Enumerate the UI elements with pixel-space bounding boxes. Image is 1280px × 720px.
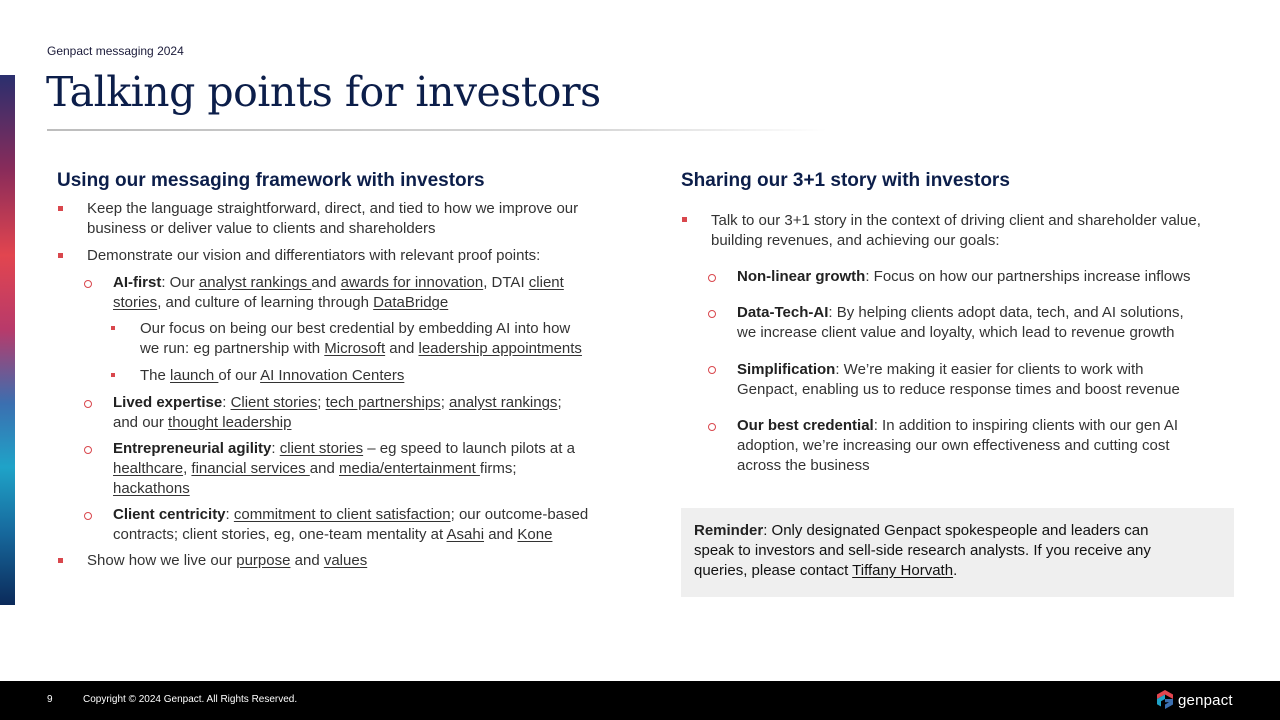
footer-bar	[0, 681, 1280, 720]
genpact-logo	[1156, 689, 1233, 711]
simplification-item: Simplification: We’re making it easier for clients to work with Genpact, enabling us to reduce response times and boost revenue	[737, 361, 1180, 398]
ai-sub-embedding: Our focus on being our best credential by embedding AI into how we run: eg partnership with Microsoft and leadership appointments	[140, 320, 582, 357]
awards-link[interactable]: awards for innovation	[340, 274, 484, 291]
circle-bullet-marker	[84, 446, 92, 454]
title-divider	[47, 129, 827, 131]
circle-bullet-marker	[708, 274, 716, 282]
client-stories-link[interactable]: client	[528, 274, 564, 291]
bullet-language: Keep the language straightforward, direct, and tied to how we improve our business or deliver value to clients and shareholders	[87, 200, 579, 237]
entrepreneurial-agility-item: Entrepreneurial agility: client stories – eg speed to launch pilots at a healthcare, financial services and media/entertainment firms; hackathons	[113, 440, 575, 497]
best-credential-item: Our best credential: In addition to inspiring clients with our gen AI adoption, we’re increasing our own effectiveness and cutting cost across the business	[737, 417, 1179, 474]
story-intro: Talk to our 3+1 story in the context of driving client and shareholder value, building revenues, and achieving our goals:	[711, 212, 1201, 249]
lived-expertise-item: Lived expertise: Client stories; tech partnerships; analyst rankings; and our thought leadership	[113, 394, 562, 431]
non-linear-growth-item: Non-linear growth: Focus on how our partnerships increase inflows	[737, 268, 1191, 285]
thought-leadership-link[interactable]: thought leadership	[168, 414, 292, 431]
page-title: Talking points for investors	[46, 68, 601, 116]
genpact-logo-icon	[1156, 689, 1174, 711]
data-tech-ai-item: Data-Tech-AI: By helping clients adopt data, tech, and AI solutions, we increase client value and loyalty, which lead to revenue growth	[737, 304, 1184, 341]
purpose-link[interactable]: purpose	[236, 552, 291, 569]
client-stories-link[interactable]: client stories	[279, 440, 364, 457]
bullet-marker	[682, 217, 687, 222]
ai-first-item: AI-first: Our analyst rankings and awards for innovation, DTAI client stories, and culture of learning through DataBridge	[113, 274, 564, 311]
left-column-heading: Using our messaging framework with investors	[57, 170, 485, 191]
sub-bullet-marker	[111, 373, 115, 377]
bullet-marker	[58, 206, 63, 211]
bullet-marker	[58, 253, 63, 258]
microsoft-link[interactable]: Microsoft	[324, 340, 386, 357]
tech-partnerships-link[interactable]: tech partnerships	[325, 394, 441, 411]
reminder-text: Reminder: Only designated Genpact spokespeople and leaders can speak to investors and sell-side research analysts. If you receive any queries, please contact Tiffany Horvath.	[694, 522, 1151, 579]
media-entertainment-link[interactable]: media/entertainment	[339, 460, 480, 477]
page-number: 9	[47, 694, 53, 705]
analyst-rankings-link[interactable]: analyst rankings	[449, 394, 558, 411]
values-link[interactable]: values	[323, 552, 368, 569]
bullet-vision: Demonstrate our vision and differentiators with relevant proof points:	[87, 247, 541, 264]
databridge-link[interactable]: DataBridge	[373, 294, 449, 311]
client-centricity-item: Client centricity: commitment to client satisfaction; our outcome-based contracts; client stories, eg, one-team mentality at Asahi and Kone	[113, 506, 589, 543]
circle-bullet-marker	[708, 423, 716, 431]
healthcare-link[interactable]: healthcare	[113, 460, 184, 477]
leadership-appointments-link[interactable]: leadership appointments	[418, 340, 582, 357]
analyst-rankings-link[interactable]: analyst rankings	[198, 274, 312, 291]
kone-link[interactable]: Kone	[517, 526, 553, 543]
client-stories-link-cont[interactable]: stories	[113, 294, 158, 311]
bullet-purpose: Show how we live our purpose and values	[87, 552, 368, 569]
hackathons-link[interactable]: hackathons	[113, 480, 190, 497]
client-stories-link[interactable]: Client stories	[230, 394, 318, 411]
reminder-box	[681, 508, 1234, 597]
circle-bullet-marker	[84, 400, 92, 408]
launch-link[interactable]: launch	[170, 367, 219, 384]
right-column-heading: Sharing our 3+1 story with investors	[681, 170, 1010, 191]
asahi-link[interactable]: Asahi	[446, 526, 485, 543]
logo-wordmark: genpact	[1178, 691, 1233, 709]
circle-bullet-marker	[84, 512, 92, 520]
ai-sub-centers: The launch of our AI Innovation Centers	[140, 367, 405, 384]
sub-bullet-marker	[111, 326, 115, 330]
circle-bullet-marker	[708, 310, 716, 318]
left-accent-bar	[0, 75, 15, 605]
eyebrow-label: Genpact messaging 2024	[47, 44, 184, 58]
ai-innovation-centers-link[interactable]: AI Innovation Centers	[260, 367, 405, 384]
circle-bullet-marker	[708, 366, 716, 374]
copyright-text: Copyright © 2024 Genpact. All Rights Reserved.	[83, 694, 298, 705]
bullet-marker	[58, 558, 63, 563]
circle-bullet-marker	[84, 280, 92, 288]
client-satisfaction-link[interactable]: commitment to client satisfaction	[233, 506, 451, 523]
financial-services-link[interactable]: financial services	[191, 460, 310, 477]
contact-link[interactable]: Tiffany Horvath	[852, 562, 954, 579]
